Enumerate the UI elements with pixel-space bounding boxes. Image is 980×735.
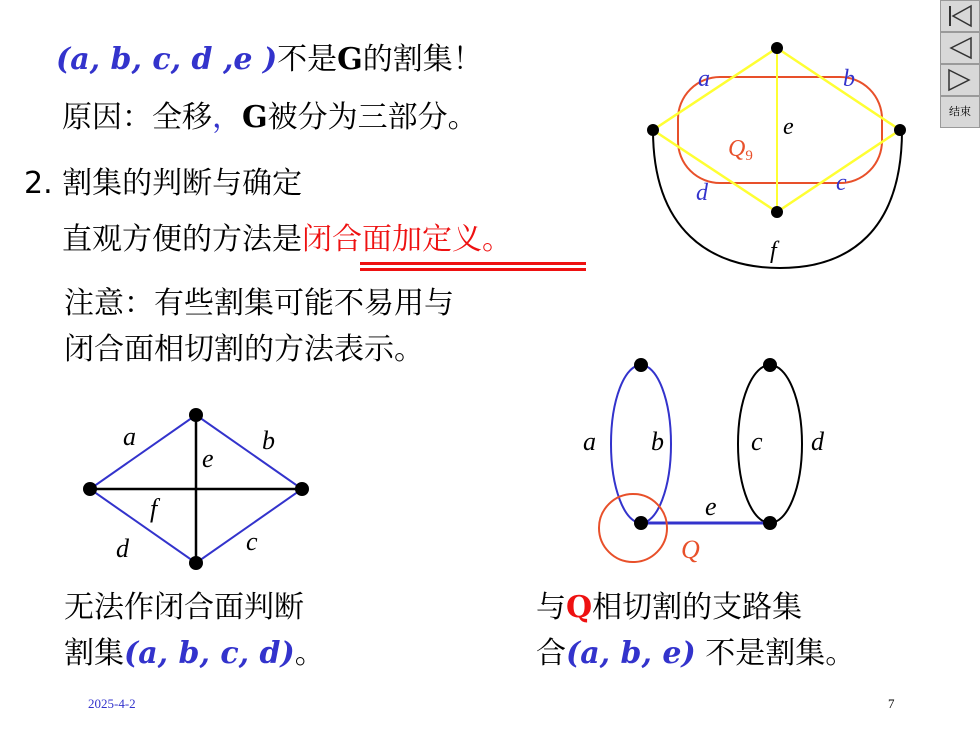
first-page-icon xyxy=(941,1,979,31)
node-top xyxy=(771,42,783,54)
prev-page-icon xyxy=(941,33,979,63)
node-bottom xyxy=(189,556,203,570)
caption-left-post: 。 xyxy=(294,636,325,671)
caption-left-vars: (a, b, c, d) xyxy=(124,636,295,671)
caption-left-pre: 割集 xyxy=(64,636,124,671)
label-d: d xyxy=(696,180,708,206)
edges-cd xyxy=(738,365,802,523)
label-a: a xyxy=(583,427,596,456)
caption-right-post2: 不是割集。 xyxy=(695,636,856,671)
label-f: f xyxy=(150,494,158,523)
node-right xyxy=(894,124,906,136)
label-b: b xyxy=(262,426,275,455)
graph-left xyxy=(80,405,320,580)
section-heading xyxy=(24,166,302,202)
label-q9: Q9 xyxy=(728,136,753,164)
caption-right-pre2: 合 xyxy=(536,636,566,671)
heading-text: 割集的判断与确定 xyxy=(52,166,303,201)
label-b: b xyxy=(651,427,664,456)
line-4 xyxy=(62,222,512,258)
node-left xyxy=(647,124,659,136)
next-page-icon xyxy=(941,65,979,95)
node-top xyxy=(189,408,203,422)
note-line-1: 注意：有些割集可能不易用与 xyxy=(64,286,454,321)
label-e: e xyxy=(202,444,214,473)
caption-right-vars: (a, b, e) xyxy=(566,636,696,671)
graph-g: G xyxy=(337,42,363,77)
line2-comma: ， xyxy=(212,100,242,135)
node-bottom xyxy=(771,206,783,218)
line2-text2: 被分为三部分。 xyxy=(267,100,478,135)
footer-date: 2025-4-2 xyxy=(88,696,136,711)
line1-text2: 的割集！ xyxy=(362,42,483,77)
node-c-bottom xyxy=(763,516,777,530)
label-b: b xyxy=(843,66,855,92)
node-a-top xyxy=(634,358,648,372)
caption-right-2 xyxy=(536,636,855,672)
line-1 xyxy=(56,42,483,78)
node-a-bottom xyxy=(634,516,648,530)
page-number: 7 xyxy=(888,696,895,711)
node-left xyxy=(83,482,97,496)
first-page-button[interactable] xyxy=(940,0,980,32)
cut-surface-q xyxy=(599,494,667,562)
paren-open: ( xyxy=(56,42,71,77)
caption-right-q: Q xyxy=(566,590,593,625)
paren-close: ) xyxy=(262,42,278,77)
node-right xyxy=(295,482,309,496)
underline-bottom xyxy=(360,268,586,271)
line2-g: G xyxy=(242,100,268,135)
label-q: Q xyxy=(681,535,700,564)
line4-text: 直观方便的方法是 xyxy=(62,222,302,257)
line1-text: 不是 xyxy=(277,42,338,77)
label-f: f xyxy=(770,238,777,264)
heading-number: 2. xyxy=(24,166,53,201)
caption-left-2 xyxy=(64,636,325,672)
label-e: e xyxy=(705,492,717,521)
graph-right xyxy=(575,350,835,580)
label-d: d xyxy=(116,534,129,563)
label-c: c xyxy=(751,427,763,456)
next-page-button[interactable] xyxy=(940,64,980,96)
branch-set: a, b, c, d ,e xyxy=(70,42,263,77)
end-button[interactable]: 结束 xyxy=(940,96,980,128)
caption-right-post: 相切割的支路集 xyxy=(592,590,803,625)
line2-text: 原因：全移 xyxy=(62,100,212,135)
label-c: c xyxy=(246,527,258,556)
graph-top-right xyxy=(630,30,930,280)
caption-right-pre: 与 xyxy=(536,590,566,625)
label-e: e xyxy=(783,114,794,140)
label-c: c xyxy=(836,170,847,196)
note-line-2: 闭合面相切割的方法表示。 xyxy=(64,332,424,367)
prev-page-button[interactable] xyxy=(940,32,980,64)
caption-left-1: 无法作闭合面判断 xyxy=(64,590,304,625)
line4-highlight: 闭合面加定义。 xyxy=(302,222,512,257)
underline-top xyxy=(360,262,586,265)
label-a: a xyxy=(123,422,136,451)
caption-right-1 xyxy=(536,590,802,626)
label-a: a xyxy=(698,66,710,92)
node-c-top xyxy=(763,358,777,372)
label-d: d xyxy=(811,427,824,456)
line-2 xyxy=(62,100,478,136)
